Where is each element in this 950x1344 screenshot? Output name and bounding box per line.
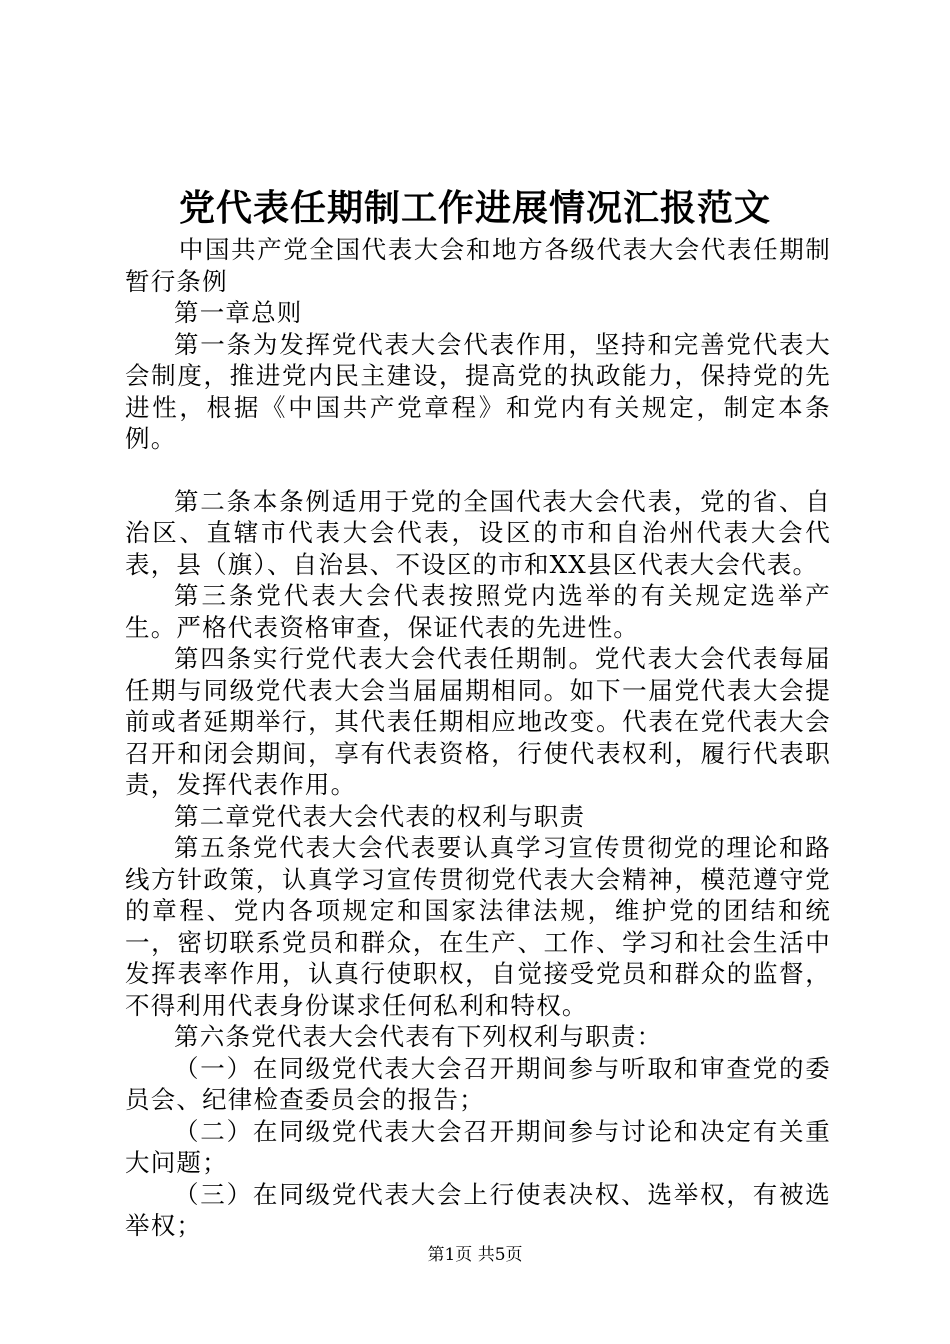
document-body [125, 234, 831, 1242]
article-4: 第四条实行党代表大会代表任期制。党代表大会代表每届任期与同级党代表大会当届届期相同。如下一届党代表大会提前或者延期举行，其代表任期相应地改变。代表在党代表大会召开和闭会期间，享有代表资格，行使代表权利，履行代表职责，发挥代表作用。 [125, 644, 831, 799]
article-6: 第六条党代表大会代表有下列权利与职责： [174, 1022, 663, 1051]
document-title: 党代表任期制工作进展情况汇报范文 [178, 187, 771, 229]
article-3: 第三条党代表大会代表按照党内选举的有关规定选举产生。严格代表资格审查，保证代表的先进性。 [125, 581, 831, 642]
article-6-item-2: （二）在同级党代表大会召开期间参与讨论和决定有关重大问题； [125, 1116, 831, 1177]
chapter-heading-2: 第二章党代表大会代表的权利与职责 [174, 801, 586, 831]
chapter-heading-1: 第一章总则 [174, 298, 303, 327]
article-5: 第五条党代表大会代表要认真学习宣传贯彻党的理论和路线方针政策，认真学习宣传贯彻党代表大会精神，模范遵守党的章程、党内各项规定和国家法律法规，维护党的团结和统一，密切联系党员和群众，在生产、工作、学习和社会生活中发挥表率作用，认真行使职权，自觉接受党员和群众的监督，不得利用代表身份谋求任何私利和特权。 [125, 833, 831, 1020]
article-1: 第一条为发挥党代表大会代表作用，坚持和完善党代表大会制度，推进党内民主建设，提高党的执政能力，保持党的先进性，根据《中国共产党章程》和党内有关规定，制定本条例。 [125, 329, 831, 453]
page-footer: 第1页 共5页 [427, 1245, 523, 1265]
article-2: 第二条本条例适用于党的全国代表大会代表，党的省、自治区、直辖市代表大会代表，设区的市和自治州代表大会代表，县（旗）、自治县、不设区的市和XX县区代表大会代表。 [125, 486, 831, 579]
paragraph-regulation-name: 中国共产党全国代表大会和地方各级代表大会代表任期制暂行条例 [125, 235, 831, 296]
article-6-item-1: （一）在同级党代表大会召开期间参与听取和审查党的委员会、纪律检查委员会的报告； [125, 1053, 831, 1114]
article-6-item-3: （三）在同级党代表大会上行使表决权、选举权，有被选举权； [125, 1179, 831, 1240]
